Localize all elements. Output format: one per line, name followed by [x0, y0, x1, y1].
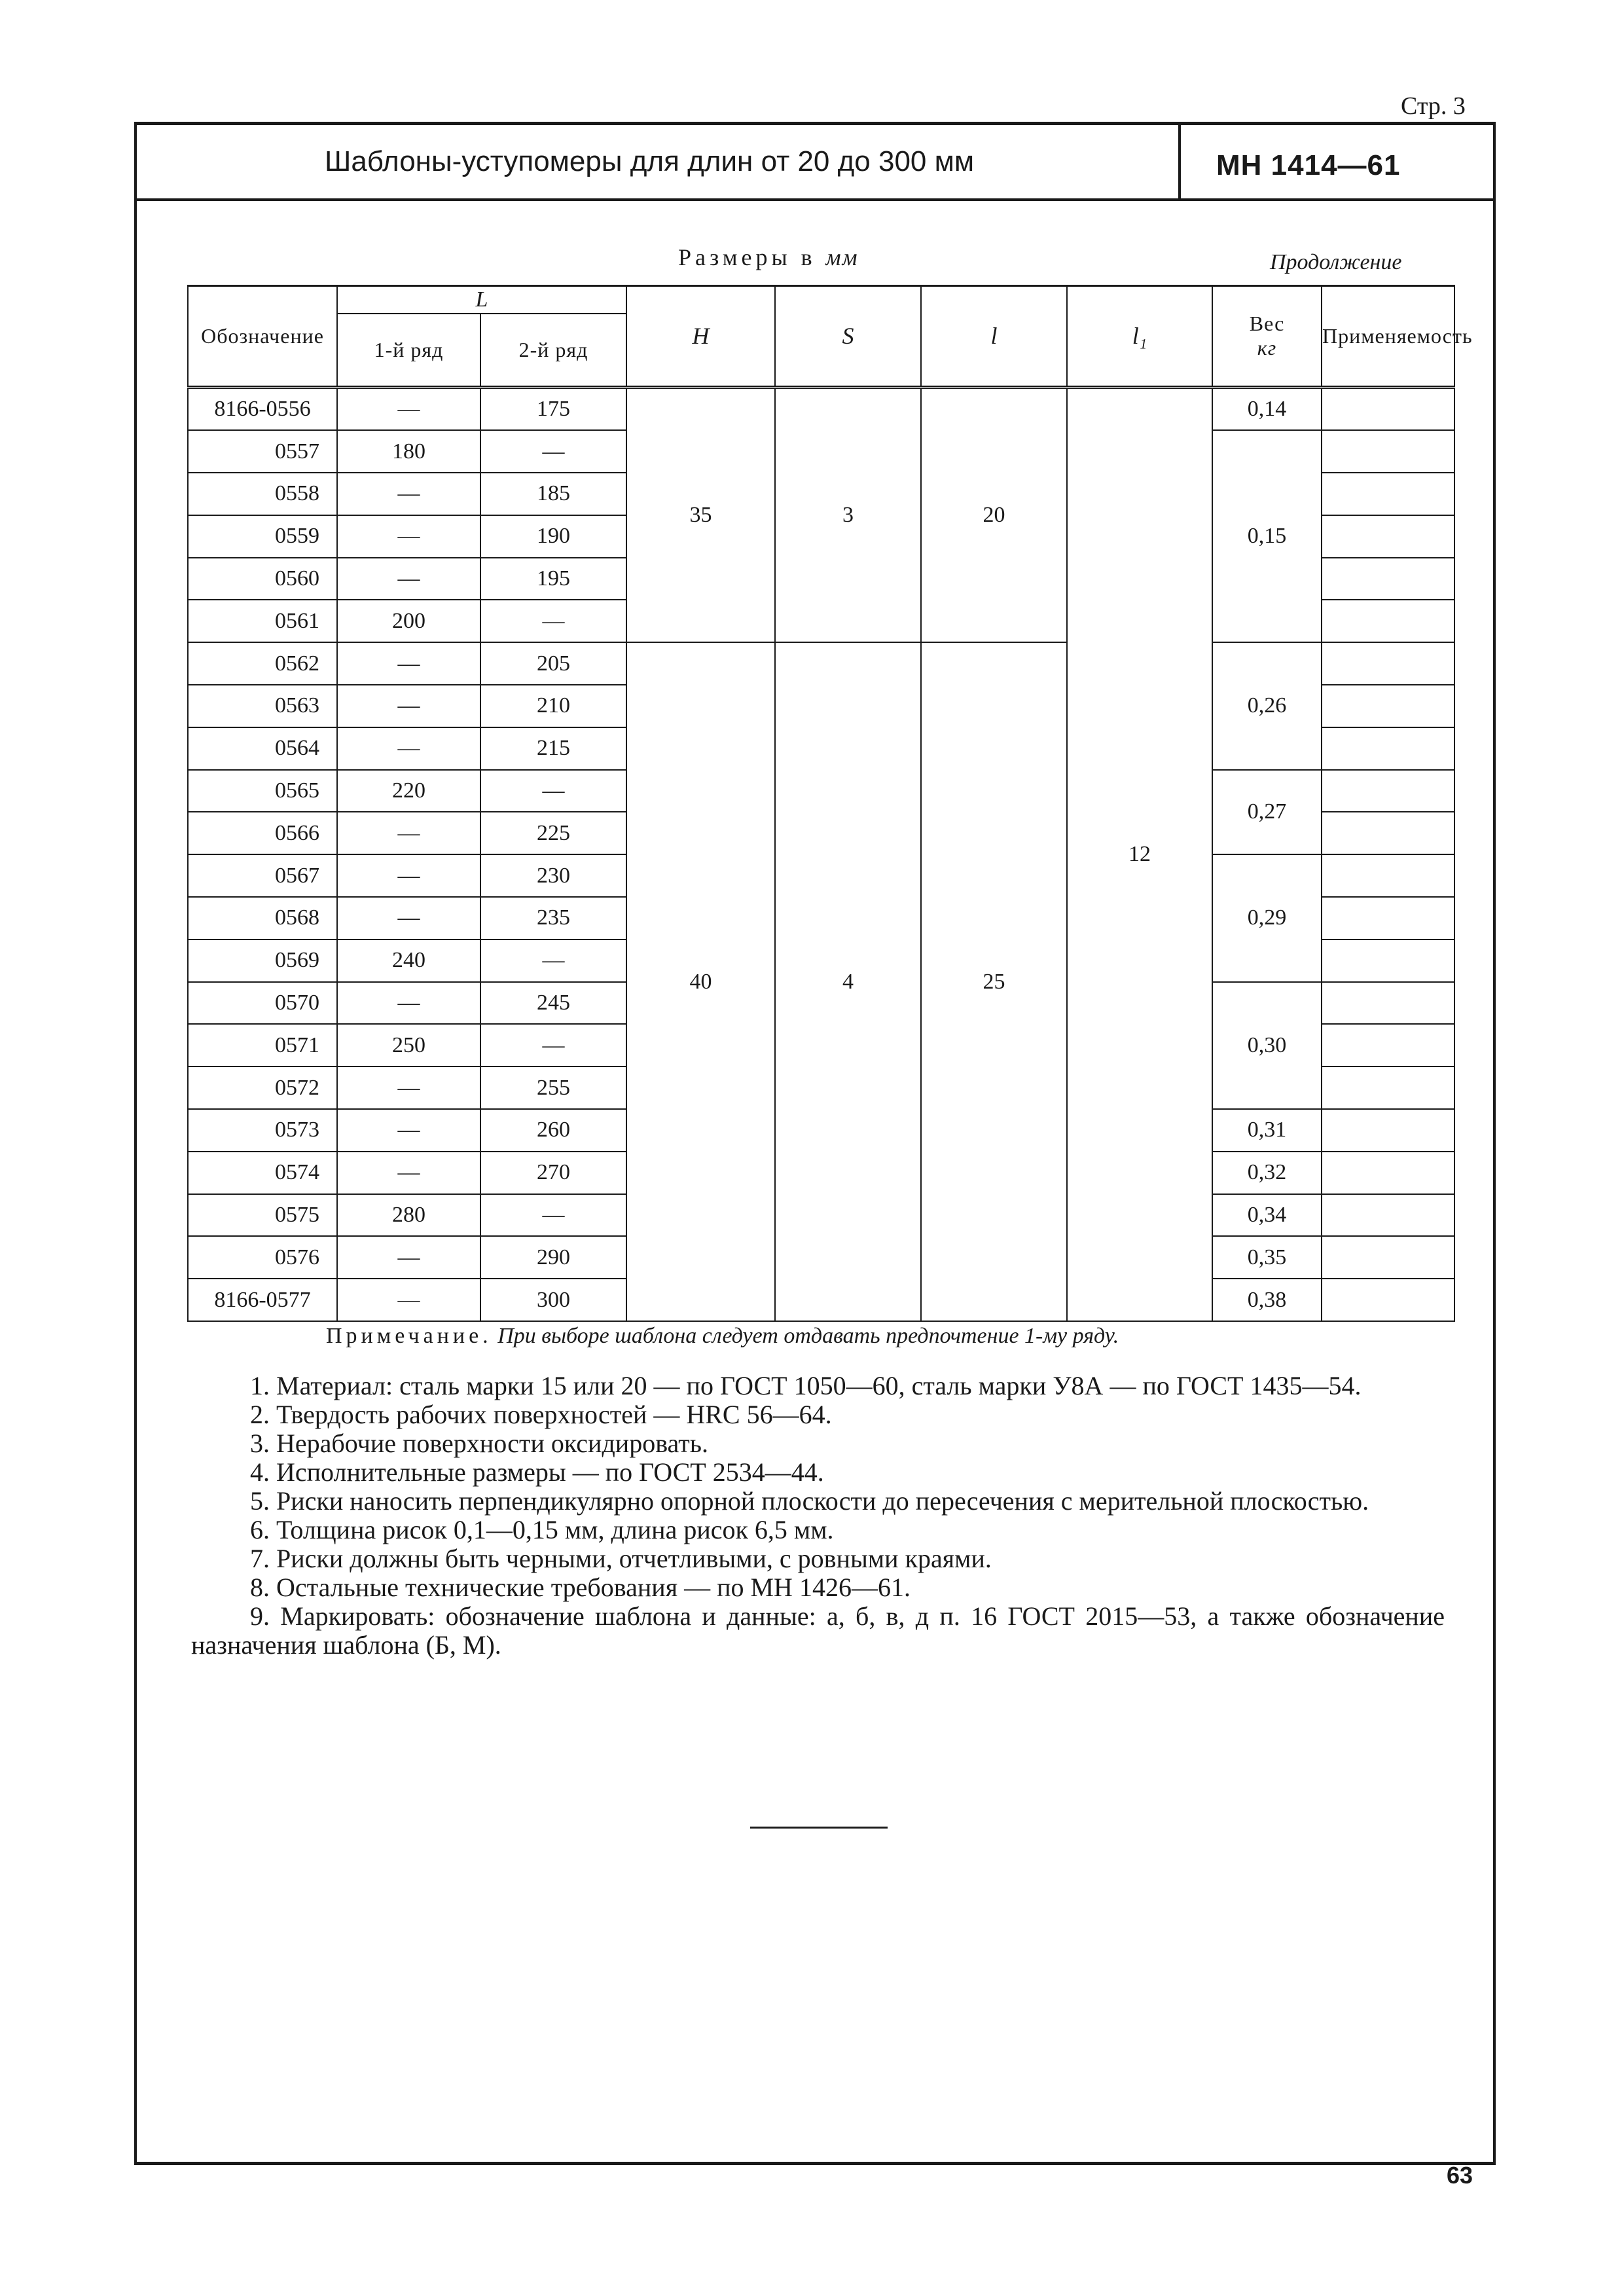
H-cell: 40 — [626, 642, 775, 1321]
row1-cell: — — [337, 685, 480, 727]
applicability-cell — [1322, 812, 1454, 854]
row1-cell: 180 — [337, 430, 480, 473]
applicability-cell — [1322, 430, 1454, 473]
row2-cell: — — [480, 770, 626, 812]
requirement-item: 7. Риски должны быть черными, отчетливыми, с ровными краями. — [250, 1544, 992, 1573]
col-H: H — [626, 286, 775, 388]
designation-cell: 0570 — [188, 982, 337, 1025]
requirement-item: 1. Материал: сталь марки 15 или 20 — по ГОСТ 1050—60, сталь марки У8А — по ГОСТ 1435—54. — [250, 1371, 1362, 1400]
designation-cell: 0563 — [188, 685, 337, 727]
row2-cell: 205 — [480, 642, 626, 685]
row1-cell: — — [337, 812, 480, 854]
row1-cell: — — [337, 1236, 480, 1279]
row2-cell: 225 — [480, 812, 626, 854]
row1-cell: — — [337, 642, 480, 685]
designation-cell: 8166-0556 — [188, 387, 337, 430]
page-label: Стр. 3 — [1401, 92, 1466, 120]
row2-cell: 245 — [480, 982, 626, 1025]
document-title: Шаблоны-уступомеры для длин от 20 до 300 мм — [325, 145, 975, 177]
l-cell: 25 — [921, 642, 1067, 1321]
weight-cell: 0,30 — [1212, 982, 1322, 1109]
page-number: 63 — [1447, 2162, 1473, 2189]
designation-cell: 0561 — [188, 600, 337, 642]
designation-cell: 0567 — [188, 854, 337, 897]
header-divider — [1178, 122, 1181, 200]
weight-cell: 0,29 — [1212, 854, 1322, 981]
requirement-item: 9. Маркировать: обозначение шаблона и данные: а, б, в, д п. 16 ГОСТ 2015—53, а также обозначение назначения шаблона (Б, М). — [191, 1601, 1445, 1660]
frame-right — [1493, 122, 1496, 2164]
row1-cell: 240 — [337, 939, 480, 982]
applicability-cell — [1322, 770, 1454, 812]
row1-cell: 280 — [337, 1194, 480, 1237]
weight-cell: 0,26 — [1212, 642, 1322, 769]
table-note: Примечание. При выборе шаблона следует отдавать предпочтение 1-му ряду. — [326, 1324, 1119, 1348]
row2-cell: 270 — [480, 1152, 626, 1194]
applicability-cell — [1322, 1279, 1454, 1321]
row1-cell: 200 — [337, 600, 480, 642]
requirement-item: 8. Остальные технические требования — по МН 1426—61. — [250, 1573, 911, 1602]
top-rule — [134, 122, 1496, 125]
designation-cell: 0559 — [188, 515, 337, 558]
applicability-cell — [1322, 1236, 1454, 1279]
applicability-cell — [1322, 1024, 1454, 1066]
H-cell: 35 — [626, 387, 775, 642]
designation-cell: 0573 — [188, 1109, 337, 1152]
weight-cell: 0,34 — [1212, 1194, 1322, 1237]
table-row — [188, 387, 1454, 430]
designation-cell: 0568 — [188, 897, 337, 939]
designation-cell: 0576 — [188, 1236, 337, 1279]
designation-cell: 0571 — [188, 1024, 337, 1066]
applicability-cell — [1322, 982, 1454, 1025]
row2-cell: 175 — [480, 387, 626, 430]
applicability-cell — [1322, 1109, 1454, 1152]
applicability-cell — [1322, 854, 1454, 897]
row1-cell: — — [337, 387, 480, 430]
applicability-cell — [1322, 515, 1454, 558]
row1-cell: — — [337, 558, 480, 600]
dimensions-caption: Размеры в мм — [678, 244, 859, 270]
designation-cell: 8166-0577 — [188, 1279, 337, 1321]
applicability-cell — [1322, 600, 1454, 642]
col-row2: 2-й ряд — [480, 314, 626, 387]
end-separator — [750, 1827, 888, 1829]
row2-cell: — — [480, 1024, 626, 1066]
row2-cell: 260 — [480, 1109, 626, 1152]
row1-cell: — — [337, 473, 480, 515]
designation-cell: 0575 — [188, 1194, 337, 1237]
l1-cell: 12 — [1067, 387, 1212, 1321]
weight-cell: 0,38 — [1212, 1279, 1322, 1321]
designation-cell: 0574 — [188, 1152, 337, 1194]
designation-cell: 0558 — [188, 473, 337, 515]
col-L: L — [337, 286, 626, 314]
designation-cell: 0557 — [188, 430, 337, 473]
row1-cell: — — [337, 854, 480, 897]
applicability-cell — [1322, 473, 1454, 515]
row2-cell: 195 — [480, 558, 626, 600]
row1-cell: — — [337, 1152, 480, 1194]
row1-cell: — — [337, 1279, 480, 1321]
applicability-cell — [1322, 558, 1454, 600]
designation-cell: 0566 — [188, 812, 337, 854]
row2-cell: — — [480, 600, 626, 642]
header-bottom-rule — [134, 198, 1496, 201]
requirement-item: 4. Исполнительные размеры — по ГОСТ 2534—44. — [250, 1457, 824, 1487]
applicability-cell — [1322, 1194, 1454, 1237]
row2-cell: — — [480, 1194, 626, 1237]
applicability-cell — [1322, 387, 1454, 430]
bottom-rule — [134, 2162, 1496, 2165]
col-S: S — [775, 286, 921, 388]
l-cell: 20 — [921, 387, 1067, 642]
designation-cell: 0569 — [188, 939, 337, 982]
applicability-cell — [1322, 685, 1454, 727]
applicability-cell — [1322, 727, 1454, 770]
row1-cell: 220 — [337, 770, 480, 812]
row2-cell: 255 — [480, 1066, 626, 1109]
row2-cell: 235 — [480, 897, 626, 939]
row2-cell: 300 — [480, 1279, 626, 1321]
col-applicability: Применяемость — [1322, 286, 1454, 388]
technical-requirements — [191, 1372, 1445, 1660]
designation-cell: 0565 — [188, 770, 337, 812]
row2-cell: 190 — [480, 515, 626, 558]
row1-cell: — — [337, 515, 480, 558]
row2-cell: 210 — [480, 685, 626, 727]
continuation-label: Продолжение — [1270, 250, 1402, 274]
row2-cell: 185 — [480, 473, 626, 515]
row2-cell: — — [480, 430, 626, 473]
dimensions-table — [187, 285, 1473, 1322]
requirement-item: 5. Риски наносить перпендикулярно опорной плоскости до пересечения с мерительной плоскостью. — [250, 1486, 1369, 1516]
row1-cell: 250 — [337, 1024, 480, 1066]
requirement-item: 2. Твердость рабочих поверхностей — HRC 56—64. — [250, 1400, 832, 1429]
row1-cell: — — [337, 1066, 480, 1109]
row1-cell: — — [337, 1109, 480, 1152]
applicability-cell — [1322, 939, 1454, 982]
row2-cell: 290 — [480, 1236, 626, 1279]
row1-cell: — — [337, 727, 480, 770]
weight-cell: 0,15 — [1212, 430, 1322, 642]
weight-cell: 0,31 — [1212, 1109, 1322, 1152]
applicability-cell — [1322, 1066, 1454, 1109]
col-l1: l₁ — [1067, 286, 1212, 388]
col-designation: Обозначение — [188, 286, 337, 388]
row2-cell: 215 — [480, 727, 626, 770]
col-row1: 1-й ряд — [337, 314, 480, 387]
row2-cell: 230 — [480, 854, 626, 897]
applicability-cell — [1322, 642, 1454, 685]
weight-cell: 0,35 — [1212, 1236, 1322, 1279]
requirement-item: 6. Толщина рисок 0,1—0,15 мм, длина рисок 6,5 мм. — [250, 1515, 834, 1544]
applicability-cell — [1322, 1152, 1454, 1194]
designation-cell: 0572 — [188, 1066, 337, 1109]
designation-cell: 0560 — [188, 558, 337, 600]
weight-cell: 0,14 — [1212, 387, 1322, 430]
row2-cell: — — [480, 939, 626, 982]
weight-cell: 0,32 — [1212, 1152, 1322, 1194]
requirement-item: 3. Нерабочие поверхности оксидировать. — [250, 1429, 708, 1458]
table-row — [188, 642, 1454, 685]
row1-cell: — — [337, 897, 480, 939]
weight-cell: 0,27 — [1212, 770, 1322, 855]
col-weight: Вес кг — [1212, 286, 1322, 388]
standard-code: МН 1414—61 — [1216, 149, 1401, 181]
designation-cell: 0562 — [188, 642, 337, 685]
S-cell: 4 — [775, 642, 921, 1321]
col-l: l — [921, 286, 1067, 388]
S-cell: 3 — [775, 387, 921, 642]
row1-cell: — — [337, 982, 480, 1025]
applicability-cell — [1322, 897, 1454, 939]
designation-cell: 0564 — [188, 727, 337, 770]
frame-left — [134, 122, 137, 2164]
